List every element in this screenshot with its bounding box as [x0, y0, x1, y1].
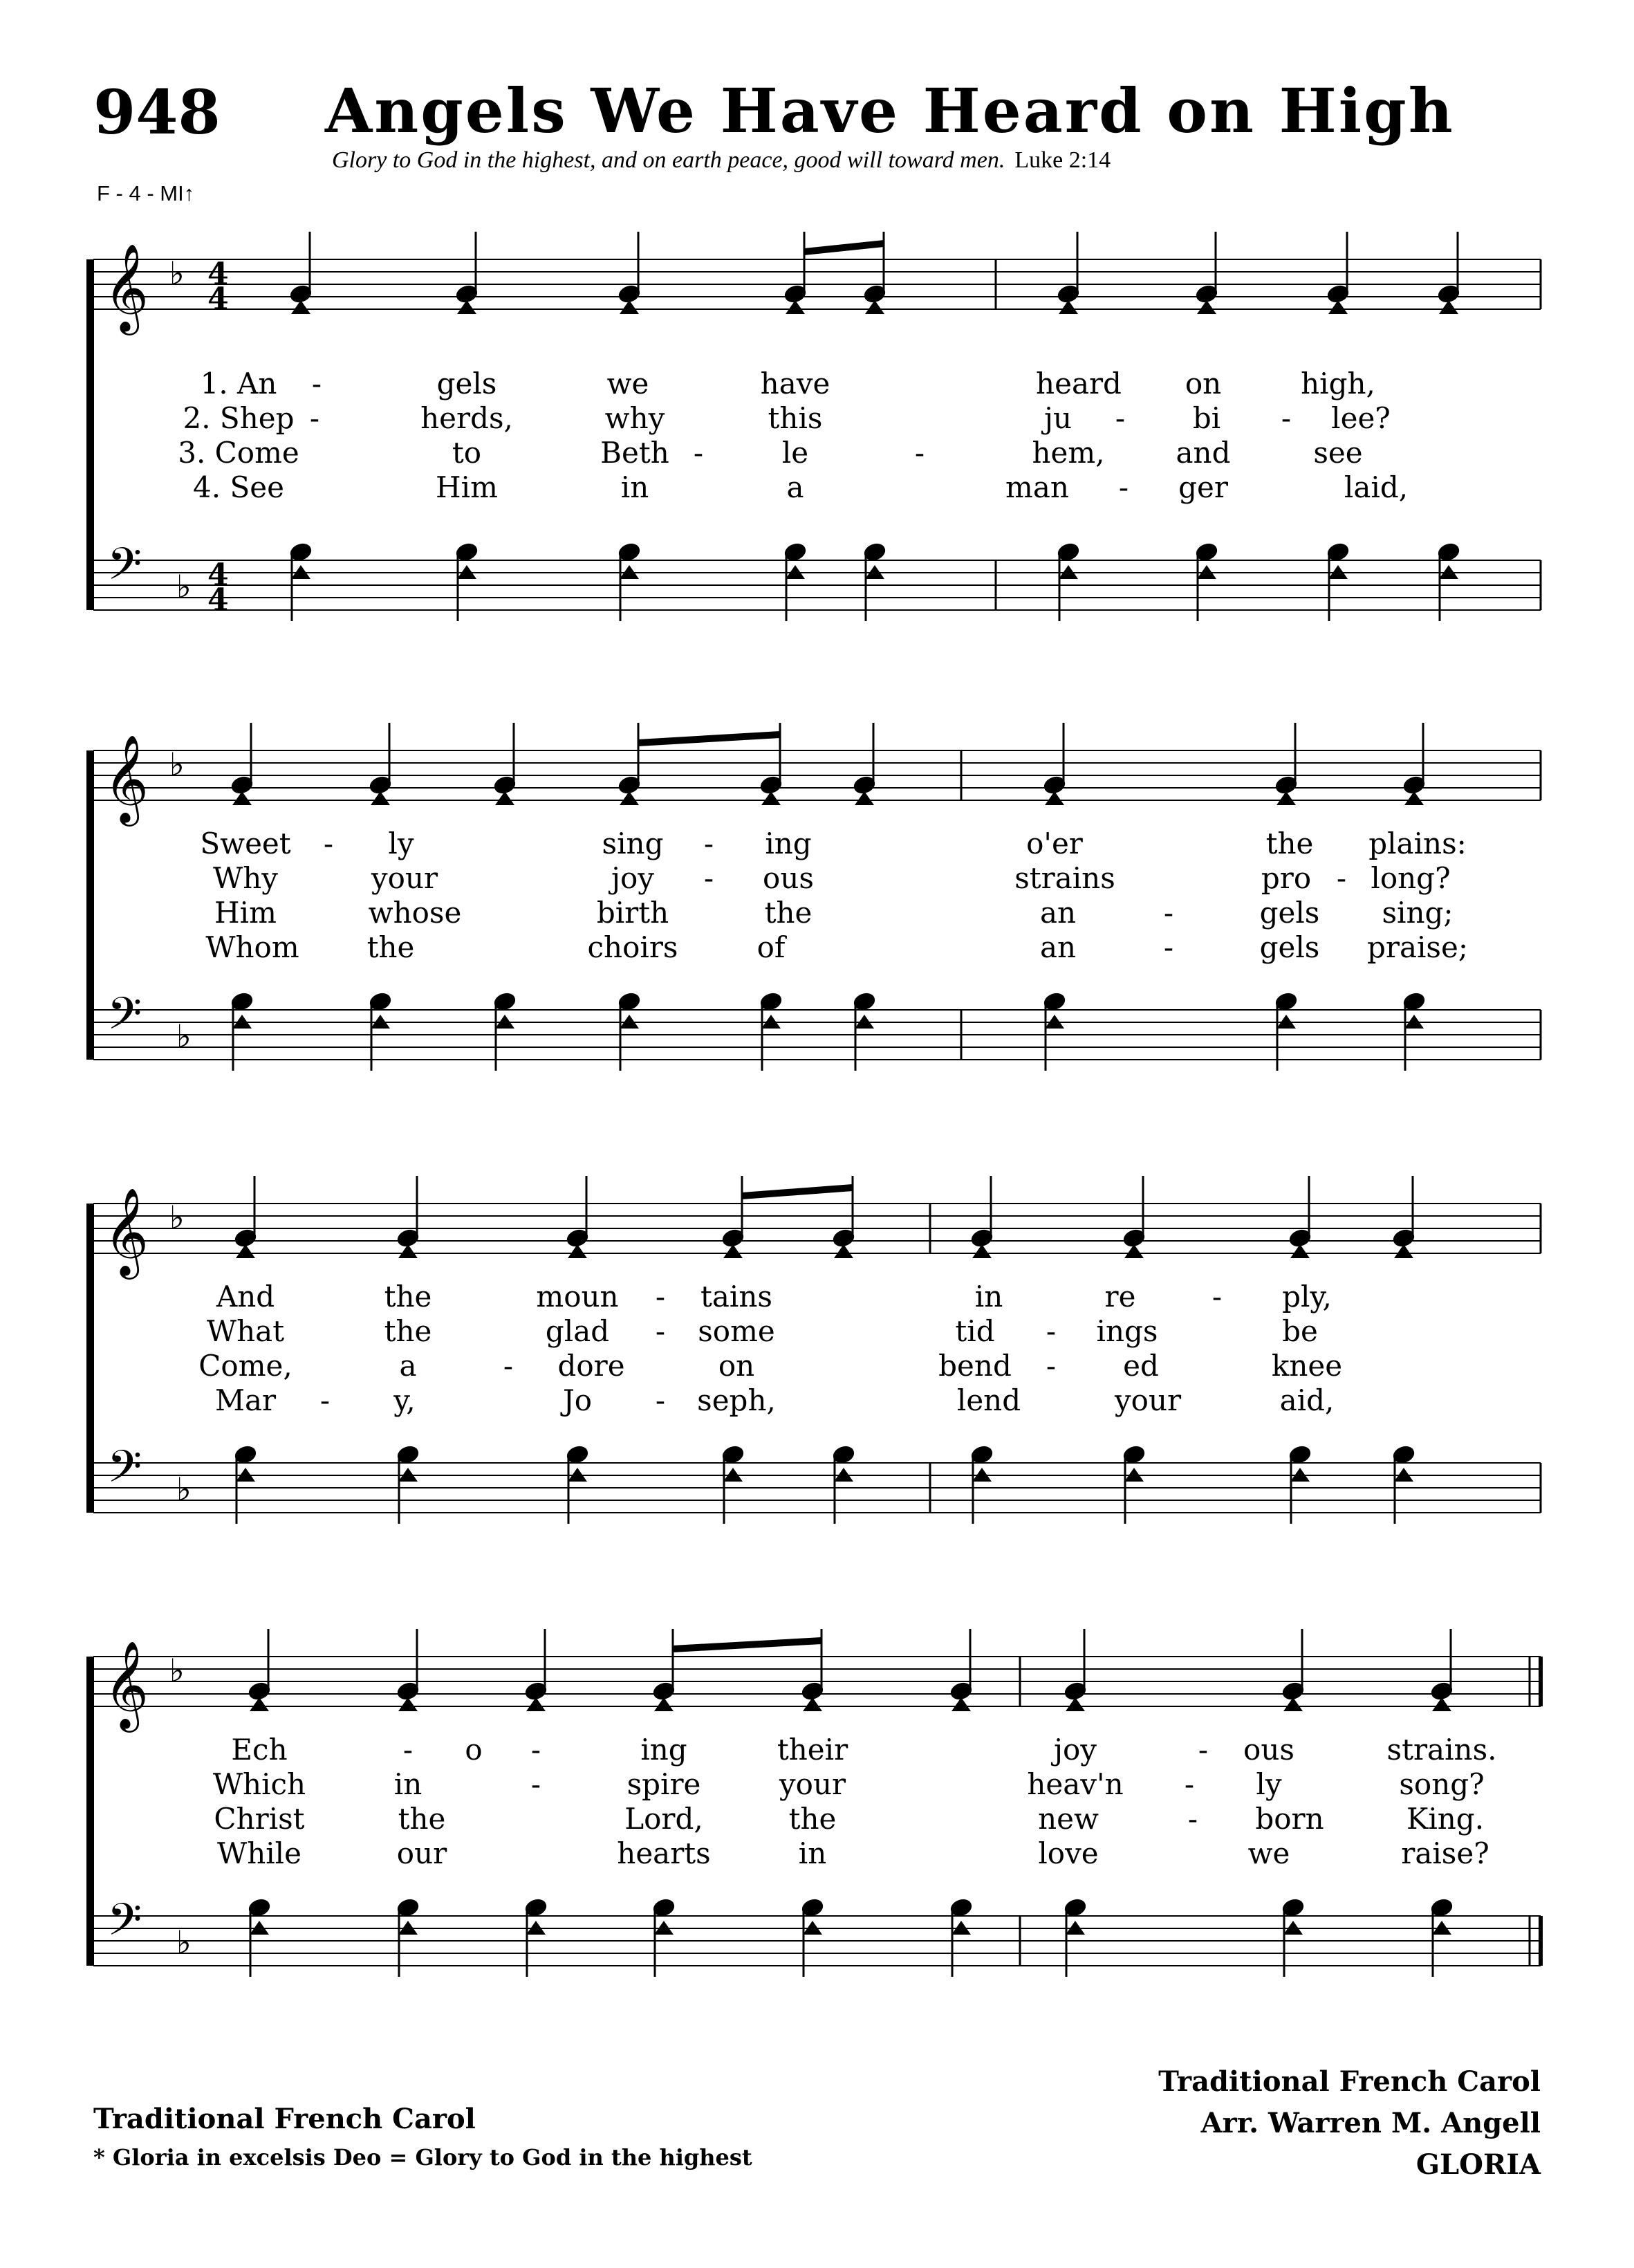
lyric-syllable: Why	[213, 861, 278, 895]
lyric-syllable: re	[1104, 1280, 1136, 1313]
note-head	[972, 1244, 992, 1258]
lyric-syllable: gels	[1259, 896, 1320, 930]
flat-icon: ♭	[169, 1652, 185, 1689]
note-head	[495, 791, 514, 805]
lyric-syllable: joy	[611, 861, 655, 895]
lyric-syllable: strains	[1014, 861, 1115, 895]
lyric-line	[0, 896, 1634, 930]
note-head	[236, 1244, 255, 1258]
note-head	[1276, 791, 1296, 805]
lyric-syllable: -	[1211, 1280, 1223, 1313]
note-head	[371, 791, 390, 805]
lyric-syllable: of	[756, 930, 786, 964]
bass-staff	[93, 988, 1541, 1060]
lyric-syllable: 2. Shep	[183, 401, 295, 435]
note-head	[761, 791, 781, 805]
lyric-syllable: praise;	[1367, 930, 1468, 964]
lyric-syllable: dore	[557, 1349, 625, 1383]
note-head	[1328, 300, 1348, 314]
note-head	[1283, 1697, 1303, 1711]
lyric-syllable: bend	[938, 1349, 1012, 1383]
lyric-syllable: -	[1115, 401, 1126, 435]
flat-icon: ♭	[169, 1199, 185, 1236]
flat-icon: ♭	[169, 255, 185, 292]
lyric-syllable: new	[1038, 1802, 1099, 1836]
lyric-syllable: -	[311, 367, 322, 400]
note-head	[1124, 1244, 1144, 1258]
lyric-syllable: While	[217, 1836, 301, 1870]
note-head	[1197, 300, 1216, 314]
lyric-syllable: -	[503, 1349, 514, 1383]
lyric-syllable: the	[384, 1314, 432, 1348]
lyric-syllable: -	[703, 861, 714, 895]
lyric-line	[0, 1802, 1634, 1836]
note-head	[654, 1697, 674, 1711]
scripture-text: Glory to God in the highest, and on earth peace, good will toward men.	[332, 147, 1005, 173]
lyric-syllable: choirs	[587, 930, 678, 964]
note-head	[1290, 1244, 1310, 1258]
lyric-syllable: raise?	[1401, 1836, 1489, 1870]
scripture-reference: Luke 2:14	[1014, 147, 1111, 173]
credits-right	[1158, 2061, 1541, 2186]
lyric-syllable: Him	[214, 896, 277, 930]
lyric-syllable: Jo	[562, 1383, 593, 1417]
lyric-syllable: heard	[1036, 367, 1122, 400]
bass-clef-icon: 𝄢	[107, 988, 142, 1051]
lyric-syllable: 3. Come	[178, 436, 299, 470]
lyric-syllable: y,	[393, 1383, 416, 1417]
lyric-syllable: sing	[602, 827, 664, 860]
note-head	[723, 1244, 743, 1258]
lyric-syllable: be	[1282, 1314, 1318, 1348]
note-head	[834, 1244, 853, 1258]
lyric-syllable: bi	[1192, 401, 1221, 435]
key-signature-label: F - 4 - MI↑	[97, 181, 195, 205]
lyric-line	[0, 1349, 1634, 1383]
lyric-syllable: heav'n	[1027, 1767, 1124, 1801]
lyric-line	[0, 1280, 1634, 1314]
note-head	[398, 1244, 418, 1258]
note-head	[803, 1697, 822, 1711]
note-head	[855, 791, 874, 805]
lyric-syllable: the	[366, 930, 415, 964]
lyric-syllable: 1. An	[200, 367, 277, 400]
lyric-syllable: high,	[1301, 367, 1375, 400]
lyric-syllable: Lord,	[624, 1802, 703, 1836]
lyric-syllable: gels	[436, 367, 497, 400]
lyric-syllable: Christ	[214, 1802, 305, 1836]
lyric-syllable: long?	[1371, 861, 1451, 895]
lyric-syllable: -	[655, 1383, 666, 1417]
lyric-syllable: -	[1118, 470, 1129, 504]
lyric-syllable: in	[974, 1280, 1003, 1313]
lyric-syllable: the	[788, 1802, 837, 1836]
lyric-syllable: and	[1176, 436, 1231, 470]
hymn-title: Angels We Have Heard on High	[325, 75, 1455, 147]
lyric-syllable: a	[399, 1349, 417, 1383]
lyric-syllable: Ech	[231, 1733, 288, 1767]
lyric-syllable: plains:	[1368, 827, 1467, 860]
lyric-syllable: love	[1038, 1836, 1099, 1870]
lyric-syllable: ly	[1256, 1767, 1282, 1801]
lyric-line	[0, 861, 1634, 896]
note-head	[1432, 1697, 1451, 1711]
lyric-syllable: in	[620, 470, 649, 504]
lyric-syllable: ous	[1243, 1733, 1294, 1767]
lyric-syllable: the	[1265, 827, 1314, 860]
time-signature-top: 4	[207, 257, 229, 292]
hymn-number: 948	[93, 76, 221, 148]
lyric-syllable: in	[798, 1836, 827, 1870]
lyric-syllable: song?	[1399, 1767, 1485, 1801]
lyric-line	[0, 401, 1634, 436]
lyric-syllable: Beth	[600, 436, 669, 470]
lyric-syllable: Come,	[198, 1349, 293, 1383]
lyric-syllable: -	[1163, 896, 1174, 930]
treble-staff	[93, 1187, 1541, 1280]
lyric-syllable: -	[1198, 1733, 1209, 1767]
beam	[742, 1184, 853, 1199]
treble-staff	[93, 734, 1541, 827]
lyric-syllable: ly	[388, 827, 414, 860]
treble-clef-icon: 𝄞	[104, 1640, 149, 1728]
lyric-syllable: an	[1039, 896, 1077, 930]
lyric-line	[0, 1314, 1634, 1349]
credit-source: Traditional French Carol	[1158, 2065, 1541, 2098]
lyric-syllable: Mar	[214, 1383, 277, 1417]
lyric-syllable: -	[655, 1280, 666, 1313]
lyric-syllable: hem,	[1032, 436, 1105, 470]
note-head	[865, 300, 884, 314]
beam	[638, 731, 780, 746]
time-signature-bottom: 4	[207, 282, 229, 317]
lyric-syllable: this	[768, 401, 823, 435]
tune-name: GLORIA	[1415, 2148, 1541, 2181]
lyric-syllable: to	[452, 436, 482, 470]
lyric-syllable: the	[398, 1802, 446, 1836]
lyric-line	[0, 470, 1634, 505]
lyric-line	[0, 930, 1634, 965]
lyric-syllable: our	[396, 1836, 447, 1870]
flat-icon: ♭	[169, 746, 185, 783]
lyric-syllable: ed	[1123, 1349, 1159, 1383]
lyric-syllable: an	[1039, 930, 1077, 964]
lyric-syllable: le	[781, 436, 809, 470]
lyric-line	[0, 1383, 1634, 1418]
lyric-syllable: Sweet	[200, 827, 291, 860]
lyric-syllable: knee	[1271, 1349, 1343, 1383]
flat-icon: ♭	[176, 1924, 192, 1961]
beam	[673, 1637, 821, 1652]
lyric-syllable: -	[530, 1733, 541, 1767]
lyric-syllable: -	[914, 436, 925, 470]
lyric-syllable: -	[1046, 1314, 1057, 1348]
lyric-syllable: ings	[1096, 1314, 1158, 1348]
lyric-syllable: strains.	[1386, 1733, 1497, 1767]
credit-arranger: Arr. Warren M. Angell	[1200, 2107, 1541, 2139]
lyric-syllable: whose	[368, 896, 462, 930]
lyric-syllable: o	[465, 1733, 483, 1767]
flat-icon: ♭	[176, 1470, 192, 1508]
lyric-syllable: -	[323, 827, 334, 860]
lyric-syllable: ing	[765, 827, 812, 860]
note-head	[568, 1244, 587, 1258]
lyric-syllable: joy	[1053, 1733, 1097, 1767]
lyric-syllable: we	[1247, 1836, 1290, 1870]
lyric-syllable: spire	[626, 1767, 701, 1801]
lyric-syllable: man	[1005, 470, 1069, 504]
lyric-syllable: -	[530, 1767, 541, 1801]
lyric-syllable: -	[655, 1314, 666, 1348]
note-head	[398, 1697, 418, 1711]
lyric-syllable: lend	[956, 1383, 1021, 1417]
lyric-syllable: Him	[436, 470, 498, 504]
lyric-syllable: -	[693, 436, 704, 470]
lyric-syllable: why	[604, 401, 665, 435]
lyric-syllable: born	[1255, 1802, 1324, 1836]
lyric-syllable: on	[718, 1349, 755, 1383]
lyric-line	[0, 436, 1634, 470]
lyric-line	[0, 1836, 1634, 1871]
lyric-syllable: -	[703, 827, 714, 860]
beam	[804, 240, 884, 255]
lyric-syllable: their	[777, 1733, 848, 1767]
lyric-line	[0, 1733, 1634, 1767]
note-head	[1404, 791, 1424, 805]
flat-icon: ♭	[176, 1017, 192, 1055]
lyric-syllable: we	[606, 367, 649, 400]
treble-clef-icon: 𝄞	[104, 1187, 149, 1275]
lyric-syllable: moun	[536, 1280, 619, 1313]
lyric-line	[0, 1767, 1634, 1802]
note-head	[232, 791, 252, 805]
flat-icon: ♭	[176, 568, 192, 605]
lyric-syllable: pro	[1261, 861, 1312, 895]
note-head	[951, 1697, 971, 1711]
lyric-syllable: King.	[1406, 1802, 1485, 1836]
lyric-syllable: your	[371, 861, 438, 895]
credit-left: Traditional French Carol	[93, 2103, 476, 2135]
bass-staff	[93, 1441, 1541, 1513]
lyric-syllable: herds,	[420, 401, 513, 435]
lyric-syllable: -	[1281, 401, 1292, 435]
lyric-syllable: have	[760, 367, 830, 400]
treble-clef-icon: 𝄞	[104, 734, 149, 822]
lyric-syllable: your	[779, 1767, 846, 1801]
lyric-syllable: -	[1336, 861, 1347, 895]
lyric-syllable: seph,	[697, 1383, 776, 1417]
lyric-syllable: Whom	[205, 930, 299, 964]
bass-clef-icon: 𝄢	[107, 1894, 142, 1957]
lyric-line	[0, 367, 1634, 401]
lyric-syllable: in	[393, 1767, 423, 1801]
lyric-syllable: ply,	[1282, 1280, 1332, 1313]
lyric-syllable: a	[786, 470, 804, 504]
lyric-syllable: ger	[1178, 470, 1228, 504]
lyric-syllable: 4. See	[193, 470, 284, 504]
lyric-syllable: your	[1114, 1383, 1182, 1417]
note-head	[1066, 1697, 1085, 1711]
lyric-syllable: laid,	[1344, 470, 1409, 504]
lyric-syllable: birth	[596, 896, 669, 930]
lyric-syllable: see	[1313, 436, 1363, 470]
note-head	[526, 1697, 546, 1711]
lyric-syllable: And	[216, 1280, 275, 1313]
lyric-syllable: ju	[1043, 401, 1073, 435]
lyric-syllable: ous	[763, 861, 814, 895]
treble-clef-icon: 𝄞	[104, 243, 149, 331]
note-head	[620, 300, 639, 314]
note-head	[1045, 791, 1064, 805]
lyric-syllable: tid	[955, 1314, 995, 1348]
lyric-syllable: -	[402, 1733, 414, 1767]
note-head	[786, 300, 805, 314]
note-head	[250, 1697, 269, 1711]
note-head	[1439, 300, 1458, 314]
lyric-syllable: o'er	[1026, 827, 1083, 860]
lyric-syllable: the	[764, 896, 813, 930]
lyric-syllable: ing	[640, 1733, 687, 1767]
lyric-syllable: -	[319, 1383, 331, 1417]
bass-clef-icon: 𝄢	[107, 1441, 142, 1504]
lyric-line	[0, 827, 1634, 861]
lyric-syllable: some	[698, 1314, 775, 1348]
lyric-syllable: What	[206, 1314, 285, 1348]
lyric-syllable: on	[1185, 367, 1222, 400]
time-signature-top: 4	[207, 557, 229, 593]
time-signature-bottom: 4	[207, 582, 229, 618]
lyric-syllable: glad	[545, 1314, 610, 1348]
note-head	[1059, 300, 1078, 314]
note-head	[620, 791, 639, 805]
lyric-syllable: -	[1187, 1802, 1198, 1836]
lyric-syllable: aid,	[1279, 1383, 1335, 1417]
lyric-syllable: -	[1184, 1767, 1195, 1801]
lyric-syllable: gels	[1259, 930, 1320, 964]
lyric-syllable: lee?	[1331, 401, 1391, 435]
lyric-syllable: -	[1046, 1349, 1057, 1383]
lyric-syllable: the	[384, 1280, 432, 1313]
bass-clef-icon: 𝄢	[107, 539, 142, 601]
lyric-syllable: -	[309, 401, 320, 435]
lyric-syllable: tains	[700, 1280, 772, 1313]
lyric-syllable: sing;	[1382, 896, 1454, 930]
lyric-syllable: hearts	[617, 1836, 711, 1870]
lyric-syllable: -	[1163, 930, 1174, 964]
footnote: * Gloria in excelsis Deo = Glory to God in the highest	[93, 2144, 752, 2170]
note-head	[291, 300, 310, 314]
note-head	[457, 300, 476, 314]
note-head	[1394, 1244, 1413, 1258]
lyric-syllable: Which	[212, 1767, 306, 1801]
